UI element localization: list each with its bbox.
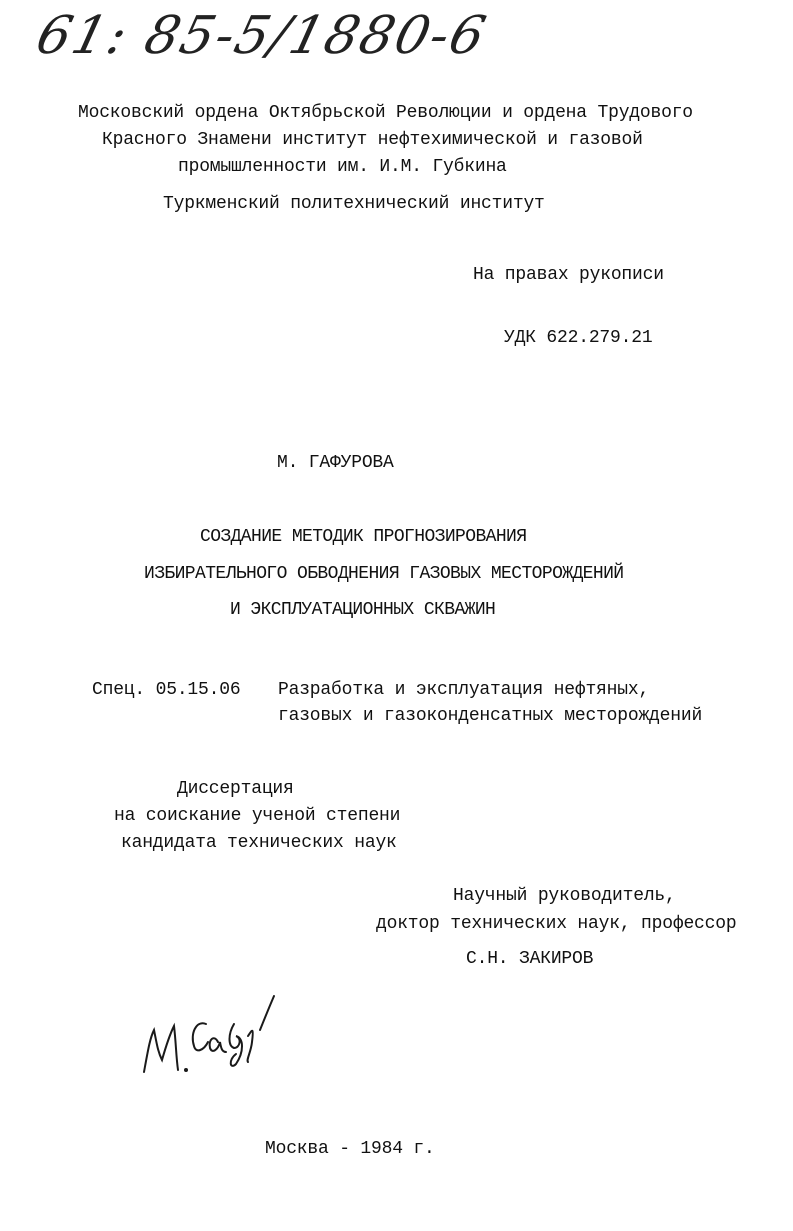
supervisor-role: Научный руководитель,	[453, 886, 676, 906]
thesis-title-line-2: ИЗБИРАТЕЛЬНОГО ОБВОДНЕНИЯ ГАЗОВЫХ МЕСТОРОЖДЕНИЙ	[144, 564, 624, 584]
udc-code: УДК 622.279.21	[504, 328, 653, 348]
author-signature	[130, 990, 290, 1085]
manuscript-rights: На правах рукописи	[473, 265, 664, 285]
institution-line-1: Московский ордена Октябрьской Революции и ордена Трудового	[78, 103, 693, 123]
thesis-title-line-1: СОЗДАНИЕ МЕТОДИК ПРОГНОЗИРОВАНИЯ	[200, 527, 527, 547]
thesis-title-line-3: И ЭКСПЛУАТАЦИОННЫХ СКВАЖИН	[230, 600, 496, 620]
handwritten-archive-code: 61: 85-5/1880-6	[30, 6, 494, 66]
specialty-code: Спец. 05.15.06	[92, 680, 241, 700]
dissertation-degree-line-2: кандидата технических наук	[121, 833, 397, 853]
supervisor-degree: доктор технических наук, профессор	[376, 914, 737, 934]
dissertation-label: Диссертация	[177, 779, 294, 799]
supervisor-name: С.Н. ЗАКИРОВ	[466, 949, 594, 969]
specialty-name-line-2: газовых и газоконденсатных месторождений	[278, 706, 703, 726]
dissertation-degree-line-1: на соискание ученой степени	[114, 806, 401, 826]
institution-line-2: Красного Знамени институт нефтехимической и газовой	[102, 130, 643, 150]
specialty-name-line-1: Разработка и эксплуатация нефтяных,	[278, 680, 650, 700]
second-institution: Туркменский политехнический институт	[163, 194, 545, 214]
institution-line-3: промышленности им. И.М. Губкина	[178, 157, 507, 177]
author-name: М. ГАФУРОВА	[277, 453, 394, 473]
place-and-year: Москва - 1984 г.	[265, 1139, 435, 1159]
